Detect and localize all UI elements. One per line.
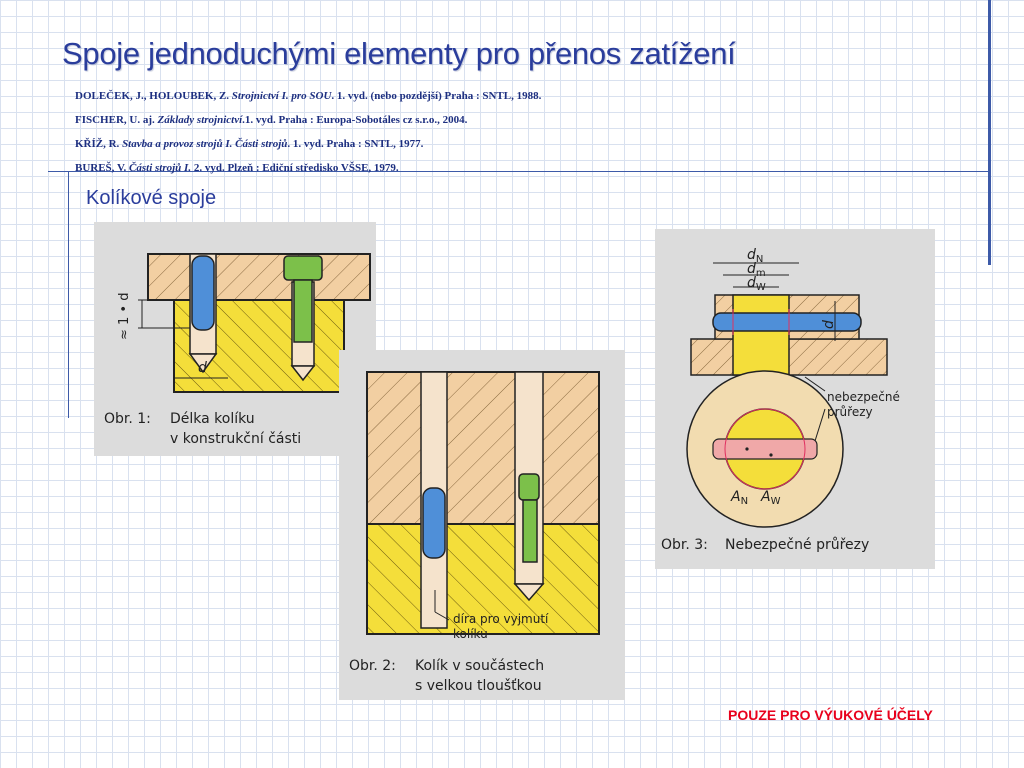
slide-title: Spoje jednoduchými elementy pro přenos zatížení: [62, 36, 736, 71]
screw-head: [519, 474, 539, 500]
reference-item: FISCHER, U. aj. Základy strojnictví.1. vyd. Praha : Europa-Sobotáles cz s.r.o., 2004.: [75, 114, 468, 126]
AN-label: $A_N$: [731, 489, 749, 507]
pin: [192, 256, 214, 330]
footer-note: POUZE PRO VÝUKOVÉ ÚČELY: [728, 707, 933, 723]
figure-2-number: Obr. 2:: [349, 658, 396, 674]
dW-label: $d_W$: [747, 275, 766, 293]
dm-label: $d_m$: [747, 261, 766, 279]
figure-3-caption: Nebezpečné průřezy: [725, 537, 870, 553]
figure-2-caption-line1: Kolík v součástech: [415, 658, 545, 674]
screw-shank: [523, 500, 537, 562]
reference-list: [75, 84, 541, 180]
AW-label: $A_W$: [761, 489, 781, 507]
reference-item: DOLEČEK, J., HOLOUBEK, Z. Strojnictví I. pro SOU. 1. vyd. (nebo pozdější) Praha : SNTL, 1988.: [75, 90, 542, 102]
figure-1-caption-line2: v konstrukční části: [170, 431, 302, 447]
dN-label: $d_N$: [747, 247, 764, 265]
figure-1-number: Obr. 1:: [104, 411, 151, 427]
dimension-d-label: d: [198, 360, 207, 376]
hole-note-line1: díra pro vyjmutí: [453, 612, 549, 626]
hole-note-line2: kolíku: [453, 627, 488, 641]
cross-pin: [713, 313, 861, 331]
screw-shank: [294, 280, 312, 342]
dimension-length-label: ≈ 1 • d: [117, 292, 132, 340]
d-label: d: [821, 320, 837, 329]
figure-3: [655, 229, 935, 569]
reference-item: KŘÍŽ, R. Stavba a provoz strojů I. Části strojů. 1. vyd. Praha : SNTL, 1977.: [75, 138, 424, 150]
pin: [423, 488, 445, 558]
accent-vertical-line: [988, 0, 991, 265]
figure-2: [339, 350, 625, 700]
figure-1: [94, 222, 376, 456]
shaft: [733, 295, 789, 375]
figure-2-caption-line2: s velkou tloušťkou: [415, 678, 542, 694]
reference-item: BUREŠ, V. Části strojů I. 2. vyd. Plzeň : Ediční středisko VŠSE, 1979.: [75, 162, 399, 174]
critical-sections-note-line1: nebezpečné: [827, 390, 900, 404]
critical-sections-note-line2: průřezy: [827, 405, 873, 419]
figure-3-number: Obr. 3:: [661, 537, 708, 553]
pin-section: [713, 439, 817, 459]
screw-head: [284, 256, 322, 280]
section-heading: Kolíkové spoje: [86, 187, 217, 209]
figure-1-caption-line1: Délka kolíku: [170, 411, 255, 427]
accent-left-line: [68, 172, 69, 418]
